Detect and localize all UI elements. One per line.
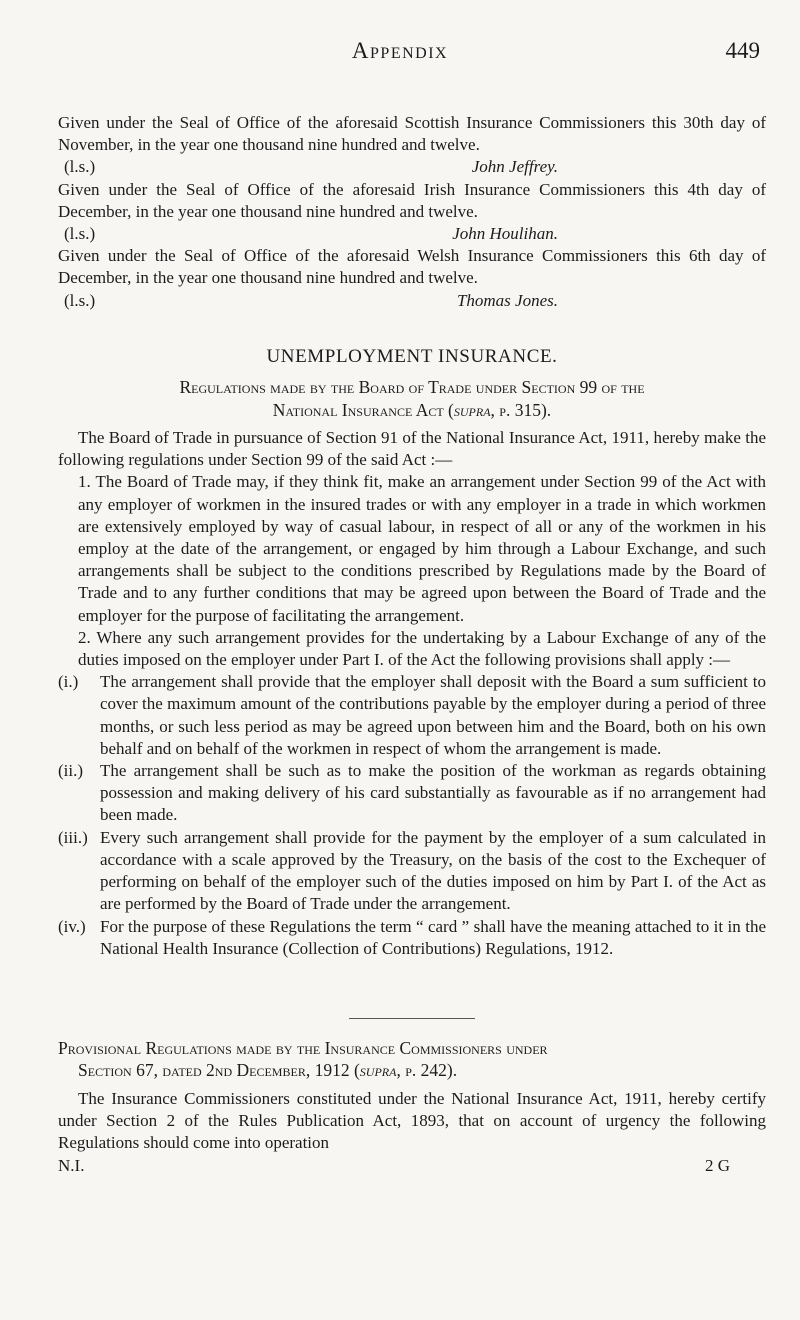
provision-text: Every such arrangement shall provide for the payment by the employer of a sum calculated in accordance with a scale approved by the Treasury, on the basis of the cost to the Exchequer of performing on behalf of the employer such of the duties imposed on him by Part I. of the Act as are performed by the Board of Trade under the arrangement.	[100, 827, 766, 914]
provisional-paragraph: The Insurance Commissioners constituted under the National Insurance Act, 1911, hereby certify under Section 2 of the Rules Publication Act, 1893, that on account of urgency the following Regulations should come into operation	[58, 1088, 766, 1153]
heading-text: National Insurance Act (	[272, 399, 454, 420]
regulation-2-text: 2. Where any such arrangement provides for the undertaking by a Labour Exchange of any of the duties imposed on the employer under Part I. of the Act the following provisions shall apply :—	[78, 627, 766, 670]
section-title: UNEMPLOYMENT INSURANCE.	[266, 345, 558, 367]
seal-mark: (l.s.)	[64, 224, 96, 244]
welsh-signature-line	[58, 290, 766, 312]
signature-mark-right: 2 G	[704, 1155, 730, 1175]
signatory-name: Thomas Jones.	[456, 290, 558, 310]
provision-item	[58, 827, 766, 916]
seal-mark: (l.s.)	[64, 290, 96, 310]
signature-mark-left: N.I.	[58, 1155, 85, 1175]
heading-text: Section 67, dated 2nd December, 1912 (	[78, 1060, 360, 1081]
signatory-name: John Jeffrey.	[471, 157, 558, 177]
provision-text: The arrangement shall be such as to make the position of the workman as regards obtaining possession and making delivery of his card substantially as favourable as if no arrangement had been made.	[100, 761, 766, 825]
heading-italic: supra	[453, 399, 491, 420]
provision-label: (iii.)	[58, 827, 88, 847]
page-body	[58, 112, 766, 1177]
regulations-heading-line-1: Regulations made by the Board of Trade under Section 99 of the	[179, 377, 645, 398]
provision-text: For the purpose of these Regulations the term “ card ” shall have the meaning attached to it in the National Health Insurance (Collection of Contributions) Regulations, 1912.	[100, 916, 766, 958]
irish-seal-paragraph: Given under the Seal of Office of the aforesaid Irish Insurance Commissioners this 4th day of December, in the year one thousand nine hundred and twelve.	[58, 179, 766, 221]
page-header	[0, 38, 800, 68]
heading-italic: supra	[359, 1060, 397, 1081]
regulation-1-text: 1. The Board of Trade may, if they think fit, make an arrangement under Section 99 of the Act with any employer of workmen in the insured trades or with any employer in a trade in which workmen are extensively employed by way of casual labour, in respect of all or any of the workmen in his employ at the date of the arrangement, or engaged by him through a Labour Exchange, and such arrangements shall be subject to the conditions prescribed by Regulations made by the Board of Trade and to any further conditions that may be agreed upon between the Board of Trade and the employer for the purpose of facilitating the arrangement.	[78, 472, 766, 625]
provision-item	[58, 671, 766, 760]
signatory-name: John Houlihan.	[452, 224, 558, 244]
welsh-seal-paragraph: Given under the Seal of Office of the aforesaid Welsh Insurance Commissioners this 6th day of December, in the year one thousand nine hundred and twelve.	[58, 246, 766, 288]
scottish-seal-paragraph: Given under the Seal of Office of the aforesaid Scottish Insurance Commissioners this 30th day of November, in the year one thousand nine hundred and twelve.	[58, 113, 766, 155]
provision-label: (i.)	[58, 672, 79, 692]
regulation-2	[58, 627, 766, 671]
scottish-signature-line	[58, 156, 766, 178]
provisional-heading-line-2	[58, 1059, 766, 1082]
page-number: 449	[725, 38, 760, 63]
irish-signature-line	[58, 223, 766, 245]
regulation-1	[58, 471, 766, 626]
provisional-heading-line-1: Provisional Regulations made by the Insurance Commissioners under	[58, 1037, 548, 1058]
provision-text: The arrangement shall provide that the employer shall deposit with the Board a sum sufficient to cover the maximum amount of the contributions payable by the employer during a period of three months, or such less period as may be agreed upon between him and the Board, both on his own behalf and on behalf of the workmen in respect of whom the arrangement is made.	[100, 672, 766, 758]
heading-text: , p. 315).	[490, 399, 552, 420]
provision-label: (iv.)	[58, 916, 86, 936]
provision-item	[58, 760, 766, 827]
signature-footer	[58, 1155, 766, 1177]
running-head: Appendix	[351, 38, 449, 63]
heading-text: , p. 242).	[396, 1060, 458, 1081]
intro-paragraph: The Board of Trade in pursuance of Section 91 of the National Insurance Act, 1911, hereby make the following regulations under Section 99 of the said Act :—	[58, 428, 766, 470]
regulations-heading-line-2	[58, 399, 766, 422]
provision-label: (ii.)	[58, 761, 84, 781]
seal-mark: (l.s.)	[64, 157, 96, 177]
provision-item	[58, 916, 766, 960]
section-divider	[349, 1018, 475, 1019]
